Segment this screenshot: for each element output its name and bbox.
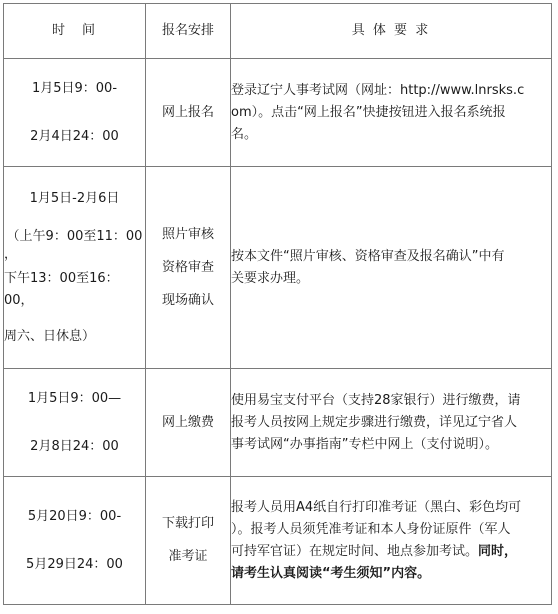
time-cell xyxy=(4,167,146,369)
requirement-line: 登录辽宁人事考试网（网址：http://www.lnrsks.c xyxy=(231,82,525,98)
arrangement-label: 下载打印 xyxy=(161,516,214,531)
time-line: 1月5日-2月6日 xyxy=(29,190,120,206)
requirement-bold-line: 请考生认真阅读“考生须知”内容。 xyxy=(231,565,431,581)
arrangement-label: 准考证 xyxy=(168,549,208,564)
arrangement-cell xyxy=(146,477,231,605)
arrangement-label: 网上报名 xyxy=(161,104,214,120)
time-cell xyxy=(4,59,146,167)
time-cell xyxy=(4,477,146,605)
time-line: 2月8日24：00 xyxy=(30,438,119,454)
time-line: 1月5日9：00— xyxy=(27,390,122,406)
arrangement-label: 资格审查 xyxy=(161,259,214,275)
arrangement-label: 现场确认 xyxy=(161,292,214,308)
time-line: 周六、日休息） xyxy=(4,328,96,344)
requirement-cell xyxy=(231,369,552,477)
arrangement-cell xyxy=(146,369,231,477)
requirement-line: 名。 xyxy=(231,126,258,142)
header-arrangement: 报名安排 xyxy=(146,4,231,59)
table-row xyxy=(4,369,552,477)
requirement-text: 可持军官证）在规定时间、地点参加考试。 xyxy=(231,543,479,559)
requirement-line: 报考人员用A4纸自行打印准考证（黑白、彩色均可 xyxy=(231,499,522,515)
arrangement-cell xyxy=(146,167,231,369)
requirement-line xyxy=(231,541,551,563)
requirement-cell xyxy=(231,477,552,605)
requirement-line: ）。报考人员须凭准考证和本人身份证原件（军人 xyxy=(231,521,511,537)
time-cell xyxy=(4,369,146,477)
table-row xyxy=(4,59,552,167)
arrangement-cell xyxy=(146,59,231,167)
time-line: 5月29日24：00 xyxy=(26,556,123,572)
arrangement-label: 网上缴费 xyxy=(161,414,214,430)
requirement-cell xyxy=(231,167,552,369)
time-line: 2月4日24：00 xyxy=(30,128,119,144)
table-row xyxy=(4,477,552,605)
table-row xyxy=(4,167,552,369)
requirement-line: 关要求办理。 xyxy=(231,270,310,286)
time-line: 下午13：00至16：00， xyxy=(4,270,119,308)
time-line: 5月20日9：00- xyxy=(27,508,122,524)
time-line: （上午9：00至11：00 xyxy=(6,228,143,244)
arrangement-label: 照片审核 xyxy=(161,226,214,242)
requirement-line: 按本文件“照片审核、资格审查及报名确认”中有 xyxy=(231,248,505,264)
header-requirement: 具 体 要 求 xyxy=(231,4,552,59)
header-time: 时 间 xyxy=(4,4,146,59)
exam-schedule xyxy=(3,3,552,605)
requirement-bold-text: 同时， xyxy=(478,543,518,559)
requirement-cell xyxy=(231,59,552,167)
requirement-line: om）。点击“网上报名”快捷按钮进入报名系统报 xyxy=(231,104,506,120)
table-header-row xyxy=(4,4,552,59)
schedule-table xyxy=(3,3,552,605)
time-line: 1月5日9：00- xyxy=(31,80,118,96)
requirement-line: 使用易宝支付平台（支持28家银行）进行缴费，请 xyxy=(231,392,521,408)
requirement-line: 事考试网“办事指南”专栏中网上（支付说明）。 xyxy=(231,436,498,452)
requirement-line: 报考人员按网上规定步骤进行缴费，详见辽宁省人 xyxy=(231,414,518,430)
time-line: ， xyxy=(4,246,18,262)
